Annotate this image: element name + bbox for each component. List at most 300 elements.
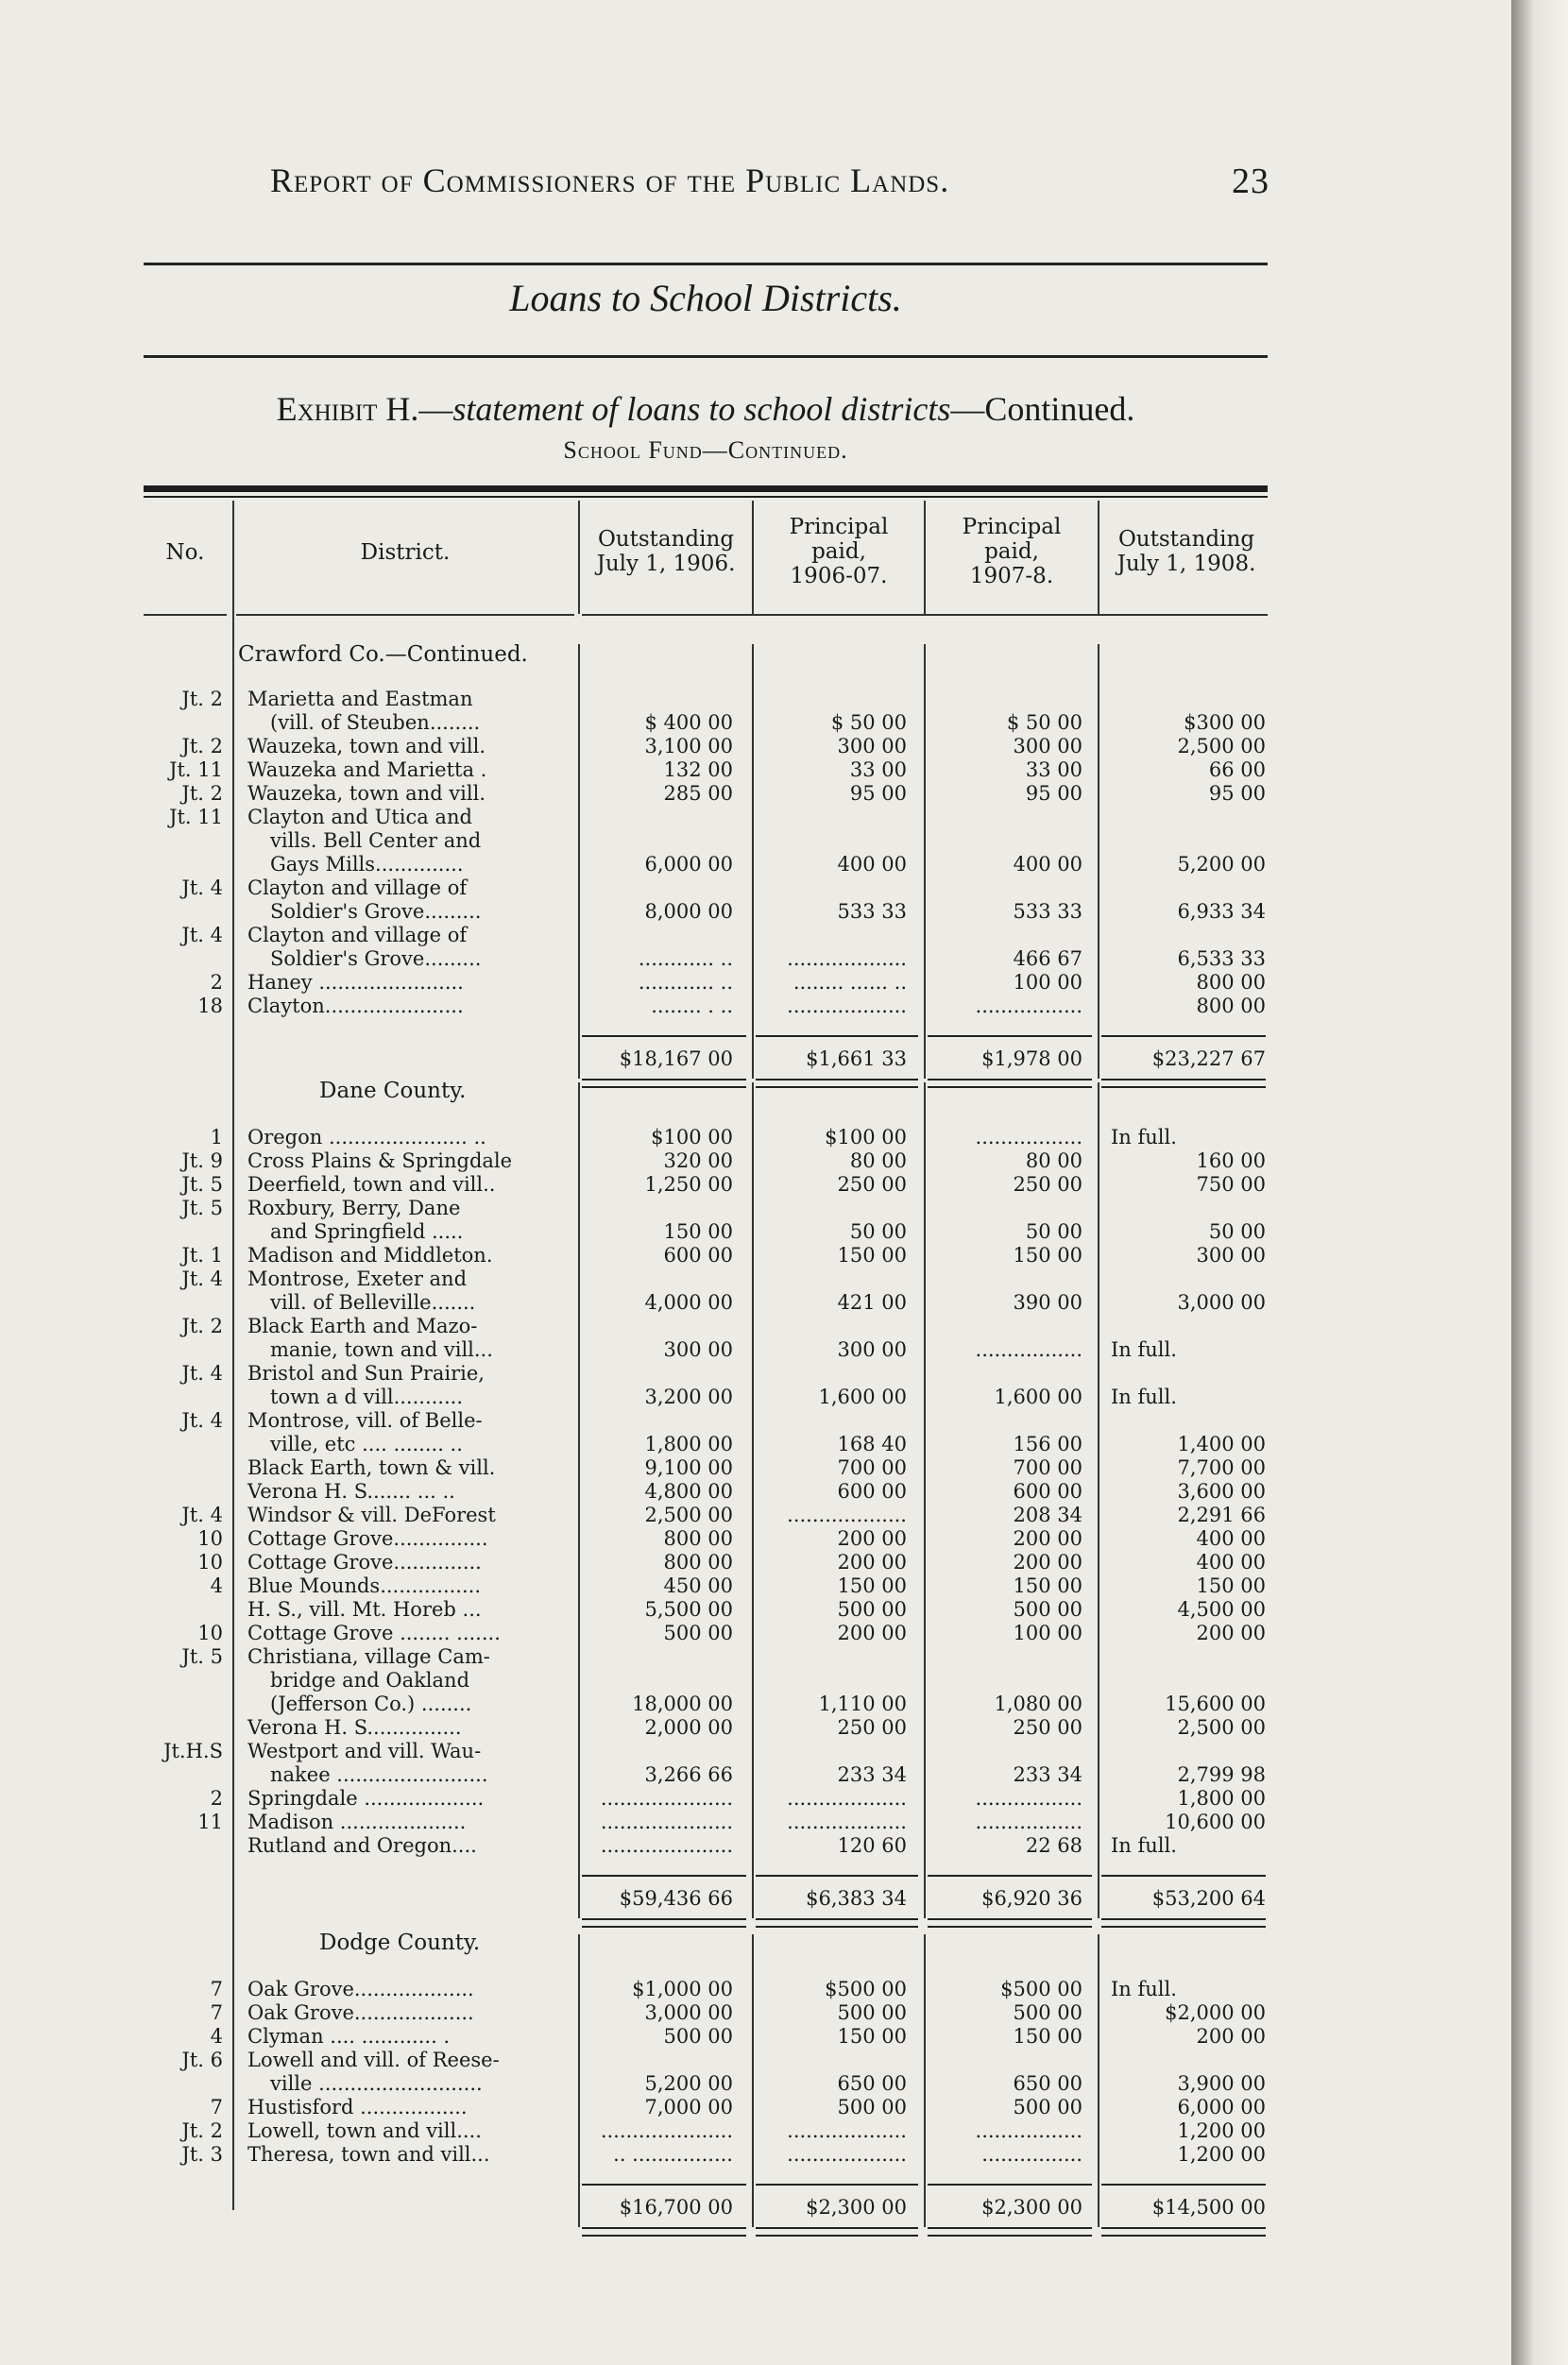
county-heading: Dane County. [319, 1079, 467, 1103]
cell-a: 4,000 00 [644, 1291, 733, 1314]
cell-b: ................... [787, 1787, 907, 1810]
column-divider [924, 1934, 926, 2227]
district-number: 7 [210, 2001, 223, 2024]
column-header-outstanding-1908 [1101, 527, 1271, 576]
cell-b: 50 00 [849, 1220, 907, 1243]
cell-a: 320 00 [663, 1149, 733, 1172]
district-name: nakee ........................ [270, 1763, 488, 1786]
district-name: Oregon ...................... .. [247, 1126, 486, 1148]
cell-b: 421 00 [837, 1291, 907, 1314]
cell-c: 22 68 [1025, 1834, 1082, 1857]
cell-b: 95 00 [849, 782, 907, 805]
cell-b: 33 00 [849, 758, 907, 781]
cell-a: 1,800 00 [644, 1433, 733, 1455]
district-name: Black Earth, town & vill. [247, 1456, 496, 1479]
cell-a: ........ . .. [651, 995, 733, 1017]
column-divider [578, 1934, 580, 2227]
district-name: Roxbury, Berry, Dane [247, 1197, 461, 1219]
cell-a: 132 00 [663, 758, 733, 781]
district-name: Wauzeka and Marietta . [247, 758, 487, 781]
cell-b: ................... [787, 2143, 907, 2166]
district-name: Marietta and Eastman [247, 688, 473, 710]
county-heading: Crawford Co.—Continued. [238, 642, 528, 667]
page-edge [1511, 0, 1568, 2365]
district-number: 7 [210, 2096, 223, 2118]
total-d: $14,500 00 [1151, 2196, 1266, 2219]
cell-b: 500 00 [837, 2096, 907, 2118]
section-rule [144, 355, 1268, 358]
cell-d: 1,400 00 [1177, 1433, 1266, 1455]
district-number: Jt. 2 [181, 1315, 223, 1337]
total-double-rule [928, 1079, 1092, 1088]
cell-d: 95 00 [1208, 782, 1266, 805]
cell-b: $500 00 [825, 1978, 907, 2000]
district-name: Gays Mills.............. [270, 853, 464, 876]
cell-c: 233 34 [1013, 1763, 1082, 1786]
cell-a: 2,500 00 [644, 1504, 733, 1526]
district-number: Jt. 11 [169, 806, 223, 828]
header-line: July 1, 1906. [596, 552, 736, 576]
district-name: Soldier's Grove......... [270, 900, 482, 923]
district-number: Jt. 9 [181, 1149, 223, 1172]
district-name: Montrose, vill. of Belle- [247, 1409, 483, 1432]
cell-b: 150 00 [837, 1574, 907, 1597]
district-name: Verona H. S............... [247, 1716, 462, 1739]
cell-b: 250 00 [837, 1716, 907, 1739]
district-name: Rutland and Oregon.... [247, 1834, 477, 1857]
district-name: vills. Bell Center and [270, 829, 482, 852]
column-divider [578, 644, 580, 1079]
cell-d: 15,600 00 [1165, 1693, 1266, 1715]
cell-a: ..................... [600, 1834, 733, 1857]
cell-a: 800 00 [663, 1527, 733, 1550]
cell-b: 200 00 [837, 1527, 907, 1550]
cell-d: 300 00 [1196, 1244, 1266, 1267]
cell-c: 95 00 [1025, 782, 1082, 805]
column-divider-b-header [752, 501, 754, 614]
district-name: and Springfield ..... [270, 1220, 464, 1243]
total-double-rule [756, 1079, 918, 1088]
cell-c: 200 00 [1013, 1527, 1082, 1550]
cell-a: 600 00 [663, 1244, 733, 1267]
district-name: ville, etc .... ........ .. [270, 1433, 463, 1455]
district-name: Westport and vill. Wau- [247, 1740, 482, 1762]
district-number: Jt. 2 [181, 688, 223, 710]
cell-c: 400 00 [1013, 853, 1082, 876]
cell-d: 3,000 00 [1177, 1291, 1266, 1314]
cell-a: 8,000 00 [644, 900, 733, 923]
cell-c: 156 00 [1013, 1433, 1082, 1455]
district-name: Clayton and village of [247, 924, 468, 946]
header-line: 1907-8. [969, 564, 1054, 588]
cell-d: 200 00 [1196, 2025, 1266, 2048]
column-header-principal-1907-8 [928, 515, 1096, 588]
total-double-rule [1101, 1079, 1266, 1088]
district-name: Hustisford ................. [247, 2096, 468, 2118]
district-name: Verona H. S....... ... .. [247, 1480, 455, 1503]
total-rule [928, 1035, 1092, 1037]
column-divider [1098, 1082, 1099, 1918]
total-rule [1101, 1035, 1266, 1037]
district-name: Wauzeka, town and vill. [247, 735, 486, 757]
cell-b: ................... [787, 1504, 907, 1526]
total-rule [928, 1875, 1092, 1877]
cell-c: ................. [975, 995, 1082, 1017]
district-name: Clayton and Utica and [247, 806, 472, 828]
district-name: Christiana, village Cam- [247, 1645, 490, 1668]
cell-b: 533 33 [837, 900, 907, 923]
cell-c: 466 67 [1013, 947, 1082, 970]
total-b: $1,661 33 [806, 1047, 907, 1070]
cell-d: 6,000 00 [1177, 2096, 1266, 2118]
total-b: $6,383 34 [806, 1887, 907, 1910]
total-rule [756, 1875, 918, 1877]
cell-a: $100 00 [651, 1126, 733, 1148]
cell-d: In full. [1111, 1834, 1177, 1857]
cell-a: 285 00 [663, 782, 733, 805]
cell-a: 3,100 00 [644, 735, 733, 757]
district-name: Cottage Grove ........ ....... [247, 1622, 501, 1644]
cell-d: $300 00 [1184, 711, 1266, 734]
header-line: paid, [811, 539, 866, 564]
district-number: Jt. 1 [181, 1244, 223, 1267]
district-name: Wauzeka, town and vill. [247, 782, 486, 805]
cell-a: 3,200 00 [644, 1386, 733, 1408]
cell-c: 1,600 00 [994, 1386, 1082, 1408]
cell-c: ................. [975, 1126, 1082, 1148]
cell-a: 800 00 [663, 1551, 733, 1574]
cell-d: 6,933 34 [1177, 900, 1266, 923]
cell-b: ........ ...... .. [793, 971, 907, 994]
column-divider [752, 1934, 754, 2227]
district-number: Jt. 5 [181, 1645, 223, 1668]
total-double-rule [928, 1918, 1092, 1928]
header-line: Outstanding [1117, 527, 1255, 552]
county-heading: Dodge County. [319, 1931, 481, 1955]
cell-a: 300 00 [663, 1338, 733, 1361]
total-a: $18,167 00 [619, 1047, 733, 1070]
cell-a: 3,266 66 [644, 1763, 733, 1786]
total-double-rule [756, 2227, 918, 2237]
district-name: Windsor & vill. DeForest [247, 1504, 496, 1526]
cell-d: 160 00 [1196, 1149, 1266, 1172]
total-b: $2,300 00 [806, 2196, 907, 2219]
header-line: paid, [984, 539, 1039, 564]
district-name: Oak Grove................... [247, 1978, 474, 2000]
cell-d: 400 00 [1196, 1527, 1266, 1550]
cell-a: 7,000 00 [644, 2096, 733, 2118]
district-name: Lowell, town and vill.... [247, 2119, 482, 2142]
cell-d: 1,800 00 [1177, 1787, 1266, 1810]
exhibit-heading [144, 389, 1268, 429]
total-d: $53,200 64 [1151, 1887, 1266, 1910]
district-number: Jt. 4 [181, 1504, 223, 1526]
cell-a: 18,000 00 [632, 1693, 733, 1715]
cell-d: 400 00 [1196, 1551, 1266, 1574]
cell-c: 500 00 [1013, 1598, 1082, 1621]
district-number: Jt. 6 [181, 2049, 223, 2071]
cell-a: 150 00 [663, 1220, 733, 1243]
column-divider [752, 644, 754, 1079]
cell-b: 500 00 [837, 2001, 907, 2024]
cell-d: 800 00 [1196, 995, 1266, 1017]
district-name: Oak Grove................... [247, 2001, 474, 2024]
district-number: 2 [210, 1787, 223, 1810]
cell-c: 250 00 [1013, 1173, 1082, 1196]
cell-a: 4,800 00 [644, 1480, 733, 1503]
total-c: $2,300 00 [981, 2196, 1082, 2219]
cell-d: 200 00 [1196, 1622, 1266, 1644]
cell-b: 120 60 [837, 1834, 907, 1857]
cell-c: $ 50 00 [1006, 711, 1082, 734]
total-double-rule [1101, 1918, 1266, 1928]
column-divider [1098, 1934, 1099, 2227]
column-divider [752, 1082, 754, 1918]
cell-c: 150 00 [1013, 1574, 1082, 1597]
cell-b: 200 00 [837, 1551, 907, 1574]
district-name: (Jefferson Co.) ........ [270, 1693, 472, 1715]
district-name: Blue Mounds................ [247, 1574, 481, 1597]
district-number: Jt. 5 [181, 1197, 223, 1219]
cell-a: 9,100 00 [644, 1456, 733, 1479]
header-underline-no [144, 614, 227, 616]
column-header-outstanding-1906 [582, 527, 750, 576]
district-number: 2 [210, 971, 223, 994]
cell-b: 200 00 [837, 1622, 907, 1644]
cell-d: 4,500 00 [1177, 1598, 1266, 1621]
column-divider [924, 1082, 926, 1918]
district-number: 7 [210, 1978, 223, 2000]
district-name: Soldier's Grove......... [270, 947, 482, 970]
district-name: Clayton...................... [247, 995, 464, 1017]
cell-c: 150 00 [1013, 2025, 1082, 2048]
cell-b: 250 00 [837, 1173, 907, 1196]
exhibit-suffix: —Continued. [950, 390, 1135, 428]
cell-b: 1,600 00 [818, 1386, 907, 1408]
cell-c: ................. [975, 1338, 1082, 1361]
district-name: ville .......................... [270, 2072, 483, 2095]
cell-a: ..................... [600, 1811, 733, 1833]
district-number: 10 [197, 1527, 223, 1550]
cell-b: 600 00 [837, 1480, 907, 1503]
cell-d: 150 00 [1196, 1574, 1266, 1597]
district-name: Montrose, Exeter and [247, 1268, 468, 1290]
column-header-principal-1906-07 [756, 515, 922, 588]
header-line: July 1, 1908. [1116, 552, 1256, 576]
total-double-rule [582, 2227, 746, 2237]
header-underline-values [582, 614, 1268, 616]
district-number: Jt.H.S [163, 1740, 223, 1762]
cell-c: 500 00 [1013, 2096, 1082, 2118]
header-line: Outstanding [597, 527, 735, 552]
total-rule [1101, 1875, 1266, 1877]
total-rule [1101, 2184, 1266, 2186]
cell-c: 500 00 [1013, 2001, 1082, 2024]
district-name: Lowell and vill. of Reese- [247, 2049, 500, 2071]
cell-c: 250 00 [1013, 1716, 1082, 1739]
cell-a: 5,200 00 [644, 2072, 733, 2095]
cell-b: ................... [787, 947, 907, 970]
district-name: Clyman .... ............ . [247, 2025, 451, 2048]
district-number: 4 [210, 1574, 223, 1597]
cell-c: ................. [975, 1787, 1082, 1810]
cell-c: 600 00 [1013, 1480, 1082, 1503]
cell-a: ............ .. [638, 947, 733, 970]
column-header-no: No. [165, 540, 205, 565]
cell-a: 6,000 00 [644, 853, 733, 876]
cell-b: 300 00 [837, 1338, 907, 1361]
column-divider-a-header [578, 501, 580, 614]
column-divider-d-header [1098, 501, 1099, 614]
cell-c: 200 00 [1013, 1551, 1082, 1574]
cell-c: 390 00 [1013, 1291, 1082, 1314]
total-rule [756, 2184, 918, 2186]
district-name: Madison and Middleton. [247, 1244, 493, 1267]
district-name: Springdale ................... [247, 1787, 485, 1810]
cell-d: 1,200 00 [1177, 2119, 1266, 2142]
column-divider [1098, 644, 1099, 1079]
total-rule [756, 1035, 918, 1037]
cell-d: 6,533 33 [1177, 947, 1266, 970]
cell-d: 50 00 [1208, 1220, 1266, 1243]
total-c: $1,978 00 [981, 1047, 1082, 1070]
table-top-thin-rule [144, 496, 1268, 498]
cell-d: In full. [1111, 1126, 1177, 1148]
district-number: Jt. 11 [169, 758, 223, 781]
cell-a: $ 400 00 [644, 711, 733, 734]
district-number: Jt. 5 [181, 1173, 223, 1196]
cell-c: 100 00 [1013, 971, 1082, 994]
header-line: Principal [789, 515, 889, 539]
cell-d: 1,200 00 [1177, 2143, 1266, 2166]
total-d: $23,227 67 [1151, 1047, 1266, 1070]
district-name: vill. of Belleville....... [270, 1291, 476, 1314]
cell-b: 150 00 [837, 2025, 907, 2048]
cell-d: $2,000 00 [1165, 2001, 1266, 2024]
cell-a: 5,500 00 [644, 1598, 733, 1621]
district-number: 10 [197, 1551, 223, 1574]
cell-c: 80 00 [1025, 1149, 1082, 1172]
district-name: Cottage Grove.............. [247, 1551, 482, 1574]
cell-b: 168 40 [837, 1433, 907, 1455]
cell-b: ................... [787, 1811, 907, 1833]
total-a: $16,700 00 [619, 2196, 733, 2219]
district-name: H. S., vill. Mt. Horeb ... [247, 1598, 482, 1621]
district-name: manie, town and vill... [270, 1338, 493, 1361]
district-number: Jt. 2 [181, 782, 223, 805]
total-double-rule [756, 1918, 918, 1928]
cell-c: 1,080 00 [994, 1693, 1082, 1715]
cell-c: 100 00 [1013, 1622, 1082, 1644]
cell-b: 650 00 [837, 2072, 907, 2095]
column-divider [924, 644, 926, 1079]
total-rule [582, 1875, 746, 1877]
total-double-rule [582, 1918, 746, 1928]
district-name: Deerfield, town and vill.. [247, 1173, 496, 1196]
total-double-rule [1101, 2227, 1266, 2237]
cell-d: 750 00 [1196, 1173, 1266, 1196]
district-number: 10 [197, 1622, 223, 1644]
column-header-district: District. [360, 540, 451, 565]
cell-a: 2,000 00 [644, 1716, 733, 1739]
exhibit-title: statement of loans to school districts [452, 390, 951, 428]
cell-a: 450 00 [663, 1574, 733, 1597]
cell-a: ..................... [600, 1787, 733, 1810]
cell-d: 2,500 00 [1177, 735, 1266, 757]
cell-d: 66 00 [1208, 758, 1266, 781]
cell-c: 150 00 [1013, 1244, 1082, 1267]
header-underline-district [236, 614, 574, 616]
total-rule [582, 1035, 746, 1037]
header-line: Principal [962, 515, 1062, 539]
district-name: (vill. of Steuben........ [270, 711, 481, 734]
district-number: Jt. 4 [181, 1409, 223, 1432]
district-number: Jt. 4 [181, 1362, 223, 1385]
district-number: Jt. 2 [181, 735, 223, 757]
cell-b: 233 34 [837, 1763, 907, 1786]
total-c: $6,920 36 [981, 1887, 1082, 1910]
total-double-rule [582, 1079, 746, 1088]
district-name: Bristol and Sun Prairie, [247, 1362, 485, 1385]
cell-a: 1,250 00 [644, 1173, 733, 1196]
cell-d: In full. [1111, 1386, 1177, 1408]
cell-d: 3,600 00 [1177, 1480, 1266, 1503]
district-number: Jt. 4 [181, 1268, 223, 1290]
cell-b: $ 50 00 [830, 711, 907, 734]
district-number: 4 [210, 2025, 223, 2048]
column-divider-c-header [924, 501, 926, 614]
cell-d: 800 00 [1196, 971, 1266, 994]
exhibit-label: Exhibit H. [276, 390, 419, 428]
cell-d: 3,900 00 [1177, 2072, 1266, 2095]
cell-a: .. ................ [613, 2143, 733, 2166]
cell-c: 650 00 [1013, 2072, 1082, 2095]
cell-c: $500 00 [1000, 1978, 1082, 2000]
cell-d: In full. [1111, 1978, 1177, 2000]
cell-d: 2,500 00 [1177, 1716, 1266, 1739]
district-name: Cross Plains & Springdale [247, 1149, 513, 1172]
column-divider-district [232, 501, 234, 2210]
total-double-rule [928, 2227, 1092, 2237]
cell-a: ..................... [600, 2119, 733, 2142]
cell-d: In full. [1111, 1338, 1177, 1361]
top-rule [144, 263, 1268, 265]
cell-d: 2,799 98 [1177, 1763, 1266, 1786]
exhibit-dash: — [418, 390, 453, 428]
district-number: Jt. 4 [181, 876, 223, 899]
cell-b: $100 00 [825, 1126, 907, 1148]
cell-b: 700 00 [837, 1456, 907, 1479]
district-name: town a d vill........... [270, 1386, 464, 1408]
cell-a: 3,000 00 [644, 2001, 733, 2024]
cell-c: 533 33 [1013, 900, 1082, 923]
total-a: $59,436 66 [619, 1887, 733, 1910]
district-number: 11 [197, 1811, 223, 1833]
total-rule [928, 2184, 1092, 2186]
cell-c: ................ [981, 2143, 1082, 2166]
column-divider [578, 1082, 580, 1918]
district-name: Haney ....................... [247, 971, 464, 994]
cell-b: 1,110 00 [818, 1693, 907, 1715]
district-name: Madison .................... [247, 1811, 467, 1833]
fund-heading: School Fund—Continued. [563, 436, 848, 464]
cell-b: 150 00 [837, 1244, 907, 1267]
district-number: Jt. 2 [181, 2119, 223, 2142]
table-top-rule [144, 485, 1268, 492]
district-name: Black Earth and Mazo- [247, 1315, 478, 1337]
district-number: Jt. 4 [181, 924, 223, 946]
cell-c: 300 00 [1013, 735, 1082, 757]
